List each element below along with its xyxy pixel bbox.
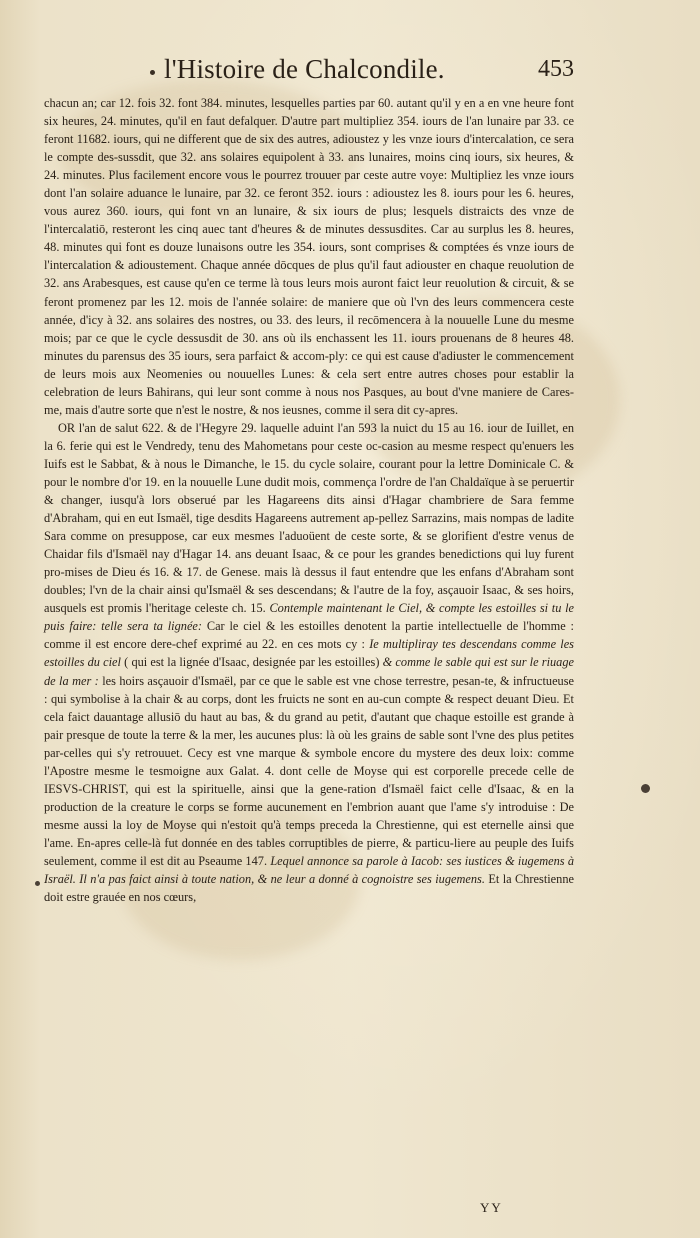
- paragraph-2-text-e: Et la Chrestienne doit estre grauée en nos cœurs,: [44, 872, 574, 905]
- paragraph-2-text-a: OR l'an de salut 622. & de l'Hegyre 29. laquelle aduint l'an 593 la nuict du 15 au 16. iour de Iuillet, en la 6. ferie qui est le Vendredy, tenu des Mahometans pour ceste oc-casion au mesme respect qu'enuers les Iuifs est le Sabbat, & à nous le Dimanche, le 15. du cycle solaire, courant pour la lettre Dominicale C. & pour le nombre d'or 19. en la nouuelle Lune dudit mois, commença l'ordre de l'an Chaldaïque à se peruertir & changer, iusqu'à lors obserué par les Hagareens dits ainsi d'Hagar chambriere de Sara femme d'Abraham, qui en eut Ismaël, tige desdits Hagareens autrement ap-pellez Sarrazins, mais nompas de ladite Sara comme on presuppose, car eux mesmes l'aduoüent de ceste sorte, & se glorifient d'estre venus de Chaidar fils d'Ismaël nay d'Hagar 14. ans deuant Isaac, & ce pour les grandes benedictions qui luy furent pro-mises de Dieu és 16. & 17. de Genese. mais là dessus il faut entendre que les enfans d'Abraham sont doubles; l'vn de la chair ainsi qu'Ismaël & ses descendans; & l'autre de la foy, asçauoir Isaac, & ses hoirs, ausquels est promis l'heritage celeste ch. 15.: [44, 420, 574, 616]
- paragraph-2-text-c: ( qui est la lignée d'Isaac, designée par les estoilles): [124, 655, 380, 670]
- page-number: 453: [538, 56, 574, 82]
- signature-mark: YY: [480, 1200, 503, 1215]
- ink-dot-left: [35, 881, 40, 886]
- paragraph-1: chacun an; car 12. fois 32. font 384. minutes, lesquelles parties par 60. autant qu'il y en a en vne heure font six heures, 24. minutes, qu'il en faut defalquer. D'autre part multipliez 354. iours de l'an lunaire par 33. ce feront 11682. iours, qui ne different que de six des autres, adioustez y les vnze iours d'intercalation, ce sera le compte des-sussdit, que 32. ans solaires equipolent à 33. ans lunaires, moins cinq iours, six heures, & 24. minutes. Plus facilement encore vous le pourrez trouuer par ceste autre voye: Multipliez les vnze iours dont l'an solaire aduance le lunaire, par 32. ce feront 352. iours : adioustez les 8. iours pour les 6. heures, vous aurez 360. iours, qui font vn an lunaire, & six iours de plus; lesquels distraicts des vnze de l'intercalatiō, resteront les cinq auec tant d'heures & de minutes dessusdites. Car au surplus les 8. heures, 48. minutes qui font es douze lunaisons outre les 354. iours, sont comprises & comptées és vnze iours de l'intercalation & adioustement. Chaque année dōcques de plus qu'il faut adiouster en chaque reuolution de 32. ans Arabesques, est cause qu'en ce terme là tous leurs mois auront faict leur reuolution & circuit, & se feront promenez par les 12. mois de l'année solaire: de maniere que où l'vn des leurs commencera ceste année, d'icy à 32. ans solaires des nostres, ou 33. des leurs, il recōmencera à la nouuelle Lune du mesme mois; par ce que le cycle dessusdit de 30. ans où ils enchassent les 11. iours prouenans de 8 heures 48. minutes du parensus des 35 iours, sera parfaict & accom-ply: ce qui est cause d'adiuster le commencement de leurs mois aux Neomenies ou nouuelles Lunes: & cela sert entre autres choses pour establir la celebration de leurs Bahirans, qui leur sont comme à nous nos Pasques, au bout d'vne maniere de Cares-me, mais d'autre sorte que n'est le nostre, & nos ieusnes, comme il sera dit cy-apres.: [44, 96, 574, 417]
- text-body: [44, 94, 574, 906]
- header-ornament: [150, 70, 155, 75]
- paragraph-2-text-d: les hoirs asçauoir d'Ismaël, par ce que le sable est vne chose terrestre, pesan-te, & infructueuse : qui symbolise à la chair & au corps, dont les fruicts ne sont en au-cun compte & respect deuant Dieu. Et cela faict dauantage allusiō du haut au bas, & du grand au petit, d'autant que chaque estoille est grande à pair presque de toute la terre & la mer, les aucunes plus: là où les grains de sable sont l'vne des plus petites par-celles qui s'y retrouuet. Cecy est vne marque & symbole encore du mystere des deux loix: comme l'Apostre mesme le tesmoigne aux Galat. 4. dont celle de Moyse qui est corporelle precede celle de IESVS-CHRIST, qui est la spirituelle, ainsi que la gene-ration d'Ismaël faict celle d'Isaac, & en la production de la creature le corps se forme aucunement en l'embrion auant que l'ame s'y introduise : De mesme aussi la loy de Moyse qui n'estoit qu'à temps preceda la Chrestienne, qui est eternelle ainsi que l'ame. En-apres celle-là fut donnée en des tables corruptibles de pierre, & particu-liere au peuple des Iuifs seulement, comme il est dit au Pseaume 147.: [44, 673, 574, 868]
- paragraph-2: [44, 419, 574, 906]
- running-header: [150, 54, 574, 94]
- paragraph-2-text-b: Car le ciel & les estoilles denotent la partie intellectuelle de l'homme : comme il est encore dere-chef exprimé au 22. en ces mots cy :: [44, 619, 574, 652]
- running-title: l'Histoire de Chalcondile.: [164, 54, 445, 84]
- quote-psalm-147: Lequel annonce sa parole à Iacob: ses iustices & iugemens à Israël. Il n'a pas faict ainsi à toute nation, & ne leur a donné à cognoistre ses iugemens.: [44, 853, 574, 887]
- ink-dot-right: [641, 784, 650, 793]
- quote-genesis-22-b: & comme le sable qui est sur le riuage de la mer :: [44, 655, 574, 688]
- quote-genesis-15: Contemple maintenant le Ciel, & compte les estoilles si tu le puis faire: telle sera ta lignée:: [44, 601, 574, 634]
- quote-genesis-22-a: Ie multipliray tes descendans comme les estoilles du ciel: [44, 637, 574, 670]
